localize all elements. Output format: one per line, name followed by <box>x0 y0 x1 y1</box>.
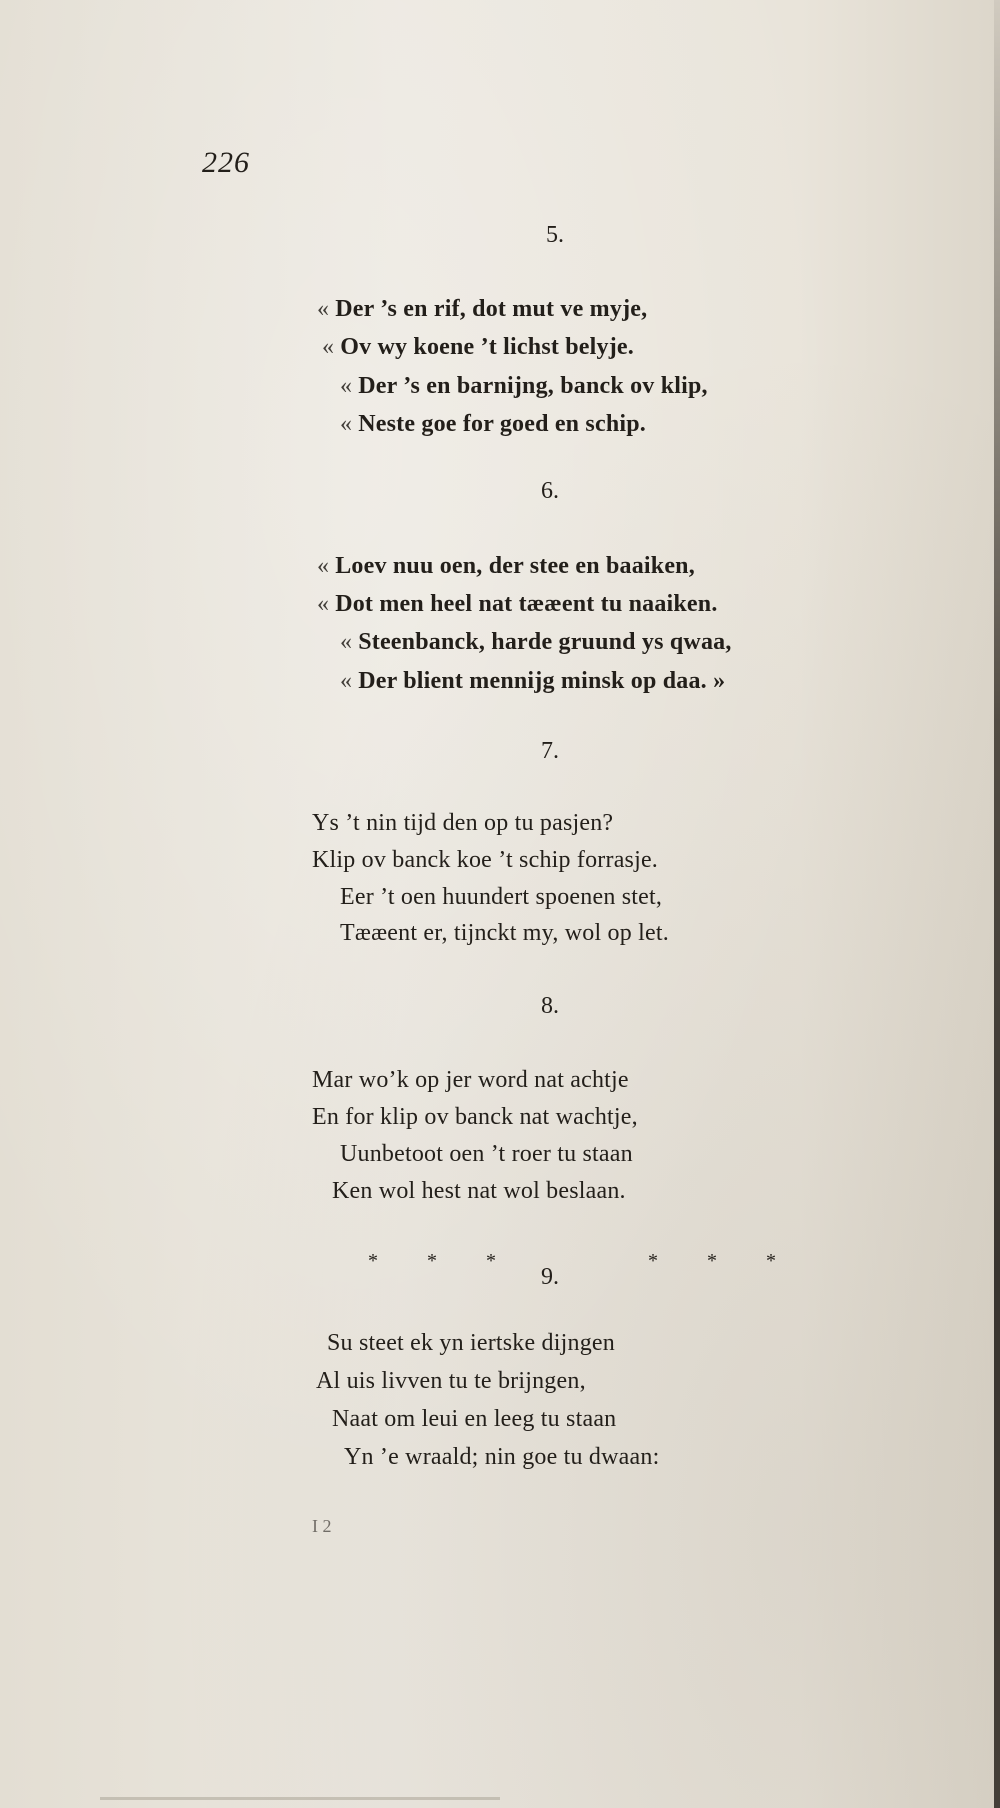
verse-text: Dot men heel nat tææent tu naaiken. <box>335 591 718 617</box>
quote-mark: « <box>340 373 353 399</box>
quote-mark: « <box>317 591 330 617</box>
verse-text: Loev nuu oen, der stee en baaiken, <box>335 553 695 579</box>
verse-line <box>340 373 708 400</box>
asterism-right: * * * <box>648 1250 798 1272</box>
verse-line <box>317 553 695 580</box>
verse-line: Mar wo’k op jer word nat achtje <box>312 1067 629 1093</box>
verse-line: Al uis livven tu te brijngen, <box>316 1368 586 1394</box>
verse-line <box>317 591 718 618</box>
verse-text: Der ’s en barnijng, banck ov klip, <box>358 373 708 399</box>
verse-line: Ken wol hest nat wol beslaan. <box>332 1178 626 1204</box>
verse-line <box>340 411 646 438</box>
verse-line <box>317 296 647 323</box>
verse-line: Ys ’t nin tijd den op tu pasjen? <box>312 810 614 836</box>
verse-line: Eer ’t oen huundert spoenen stet, <box>340 884 663 910</box>
verse-text: Ov wy koene ’t lichst belyje. <box>340 334 634 360</box>
stanza-number: 5. <box>546 222 564 248</box>
verse-text: Der ’s en rif, dot mut ve myje, <box>335 296 648 322</box>
verse-line: Naat om leui en leeg tu staan <box>332 1406 617 1432</box>
verse-line <box>322 334 634 361</box>
page-number: 226 <box>202 146 250 179</box>
verse-line: Yn ’e wraald; nin goe tu dwaan: <box>344 1444 660 1470</box>
verse-text: Der blient mennijg minsk op daa. » <box>358 668 726 694</box>
verse-line: Tææent er, tijnckt my, wol op let. <box>340 920 669 946</box>
asterism-left: * * * <box>368 1250 518 1272</box>
quote-mark: « <box>340 629 353 655</box>
verse-text: Neste goe for goed en schip. <box>358 411 646 437</box>
quote-mark: « <box>317 296 330 322</box>
stanza-number: 9. <box>541 1264 559 1290</box>
stanza-number: 7. <box>541 738 559 764</box>
page-edge-shadow <box>100 1797 500 1800</box>
quote-mark: « <box>317 553 330 579</box>
signature-mark: I 2 <box>312 1516 332 1536</box>
quote-mark: « <box>340 411 353 437</box>
verse-line <box>340 668 725 695</box>
verse-line: En for klip ov banck nat wachtje, <box>312 1104 638 1130</box>
verse-line: Su steet ek yn iertske dijngen <box>327 1330 615 1356</box>
verse-line <box>340 629 732 656</box>
verse-line: Klip ov banck koe ’t schip forrasje. <box>312 847 659 873</box>
stanza-number: 8. <box>541 993 559 1019</box>
quote-mark: « <box>340 668 353 694</box>
verse-line: Uunbetoot oen ’t roer tu staan <box>340 1141 633 1167</box>
verse-text: Steenbanck, harde gruund ys qwaa, <box>358 629 732 655</box>
page-binding-edge <box>994 0 1000 1808</box>
stanza-number: 6. <box>541 478 559 504</box>
quote-mark: « <box>322 334 335 360</box>
